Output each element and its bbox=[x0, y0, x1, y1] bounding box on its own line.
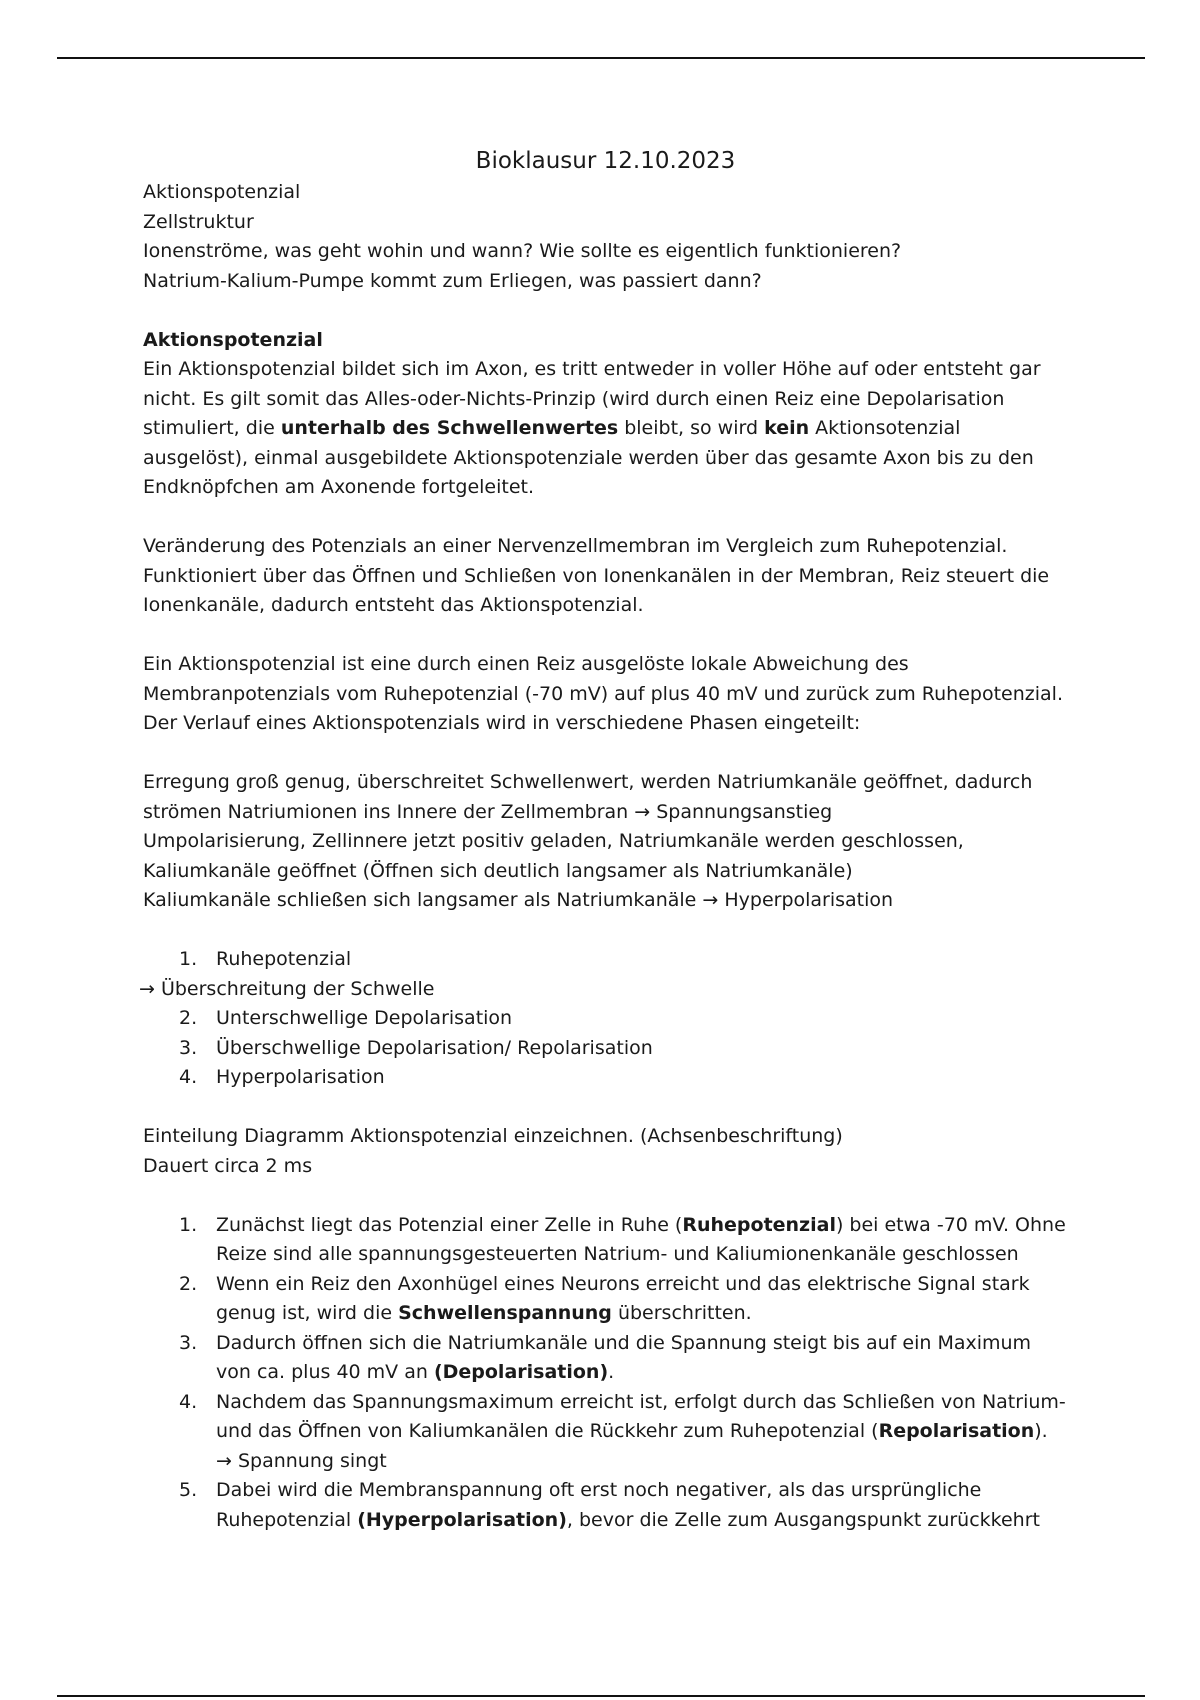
list-item: 5. Dabei wird die Membranspannung oft erst noch negativer, als das ursprüngliche Ruhepotenzial (Hyperpolarisation), bevor die Zelle zum Ausgangspunkt zurückkehrt bbox=[179, 1479, 1040, 1531]
arrow-icon: → bbox=[702, 889, 719, 911]
document-page bbox=[139, 144, 1068, 1535]
step-list bbox=[143, 1211, 1068, 1536]
phase-list bbox=[143, 945, 1068, 975]
diagram-note: Einteilung Diagramm Aktionspotenzial einzeichnen. (Achsenbeschriftung) bbox=[143, 1125, 843, 1147]
topic-item: Zellstruktur bbox=[143, 210, 254, 233]
document-title: Bioklausur 12.10.2023 bbox=[475, 148, 736, 174]
bottom-rule bbox=[57, 1695, 1145, 1697]
list-item: 2. Wenn ein Reiz den Axonhügel eines Neurons erreicht und das elektrische Signal stark genug ist, wird die Schwellenspannung überschritten. bbox=[179, 1272, 1030, 1324]
topic-item: Ionenströme, was geht wohin und wann? Wie sollte es eigentlich funktionieren? bbox=[143, 240, 902, 262]
section-heading: Aktionspotenzial bbox=[143, 328, 323, 351]
arrow-icon: → bbox=[634, 800, 651, 823]
duration-note: Dauert circa 2 ms bbox=[143, 1154, 313, 1177]
topic-item: Natrium-Kalium-Pumpe kommt zum Erliegen, was passiert dann? bbox=[143, 269, 762, 292]
arrow-icon: → bbox=[216, 1449, 232, 1472]
threshold-line: → Überschreitung der Schwelle bbox=[139, 977, 435, 1000]
paragraph-all-or-nothing: Ein Aktionspotenzial bildet sich im Axon, es tritt entweder in voller Höhe auf oder entsteht gar nicht. Es gilt somit das Alles-oder-Nichts-Prinzip (wird durch einen Reiz eine Depolarisation stimuliert, die unterhalb des Schwellenwertes bleibt, so wird kein Aktionsotenzial ausgelöst), einmal ausgebildete Aktionspotenziale werden über das gesamte Axon bis zu den Endknöpfchen am Axonende fortgeleitet. bbox=[143, 358, 1041, 498]
list-item: 1. Zunächst liegt das Potenzial einer Zelle in Ruhe (Ruhepotenzial) bei etwa -70 mV. Ohne Reize sind alle spannungsgesteuerten Natrium- und Kaliumionenkanäle geschlossen bbox=[179, 1213, 1066, 1265]
paragraph-sequence: Erregung groß genug, überschreitet Schwellenwert, werden Natriumkanäle geöffnet, dadurch strömen Natriumionen ins Innere der Zellmembran → Spannungsanstieg Umpolarisierung, Zellinnere jetzt positiv geladen, Natriumkanäle werden geschlossen, Kaliumkanäle geöffnet (Öffnen sich deutlich langsamer als Natriumkanäle) Kaliumkanäle schließen sich langsamer als Natriumkanäle → Hyperpolarisation bbox=[143, 771, 1033, 911]
topic-list bbox=[143, 178, 1068, 296]
topic-item: Aktionspotenzial bbox=[143, 181, 301, 203]
paragraph-potential-change: Veränderung des Potenzials an einer Nervenzellmembran im Vergleich zum Ruhepotenzial. Funktioniert über das Öffnen und Schließen von Ionenkanälen in der Membran, Reiz steuert die Ionenkanäle, dadurch entsteht das Aktionspotenzial. bbox=[143, 535, 1050, 616]
phase-list-continued bbox=[143, 1004, 1068, 1093]
list-item: 3. Dadurch öffnen sich die Natriumkanäle und die Spannung steigt bis auf ein Maximum von ca. plus 40 mV an (Depolarisation). bbox=[179, 1331, 1032, 1383]
arrow-icon: → bbox=[139, 977, 155, 1000]
list-item: 4. Hyperpolarisation bbox=[179, 1066, 385, 1088]
paragraph-definition: Ein Aktionspotenzial ist eine durch einen Reiz ausgelöste lokale Abweichung des Membranpotenzials vom Ruhepotenzial (-70 mV) auf plus 40 mV und zurück zum Ruhepotenzial. Der Verlauf eines Aktionspotenzials wird in verschiedene Phasen eingeteilt: bbox=[143, 653, 1063, 734]
list-item: 4. Nachdem das Spannungsmaximum erreicht ist, erfolgt durch das Schließen von Natrium- und das Öffnen von Kaliumkanälen die Rückkehr zum Ruhepotenzial (Repolarisation). → Spannung singt bbox=[179, 1390, 1066, 1472]
top-rule bbox=[57, 57, 1145, 59]
list-item: 1. Ruhepotenzial bbox=[179, 948, 352, 970]
list-item: 3. Überschwellige Depolarisation/ Repolarisation bbox=[179, 1036, 653, 1059]
list-item: 2. Unterschwellige Depolarisation bbox=[179, 1007, 513, 1029]
